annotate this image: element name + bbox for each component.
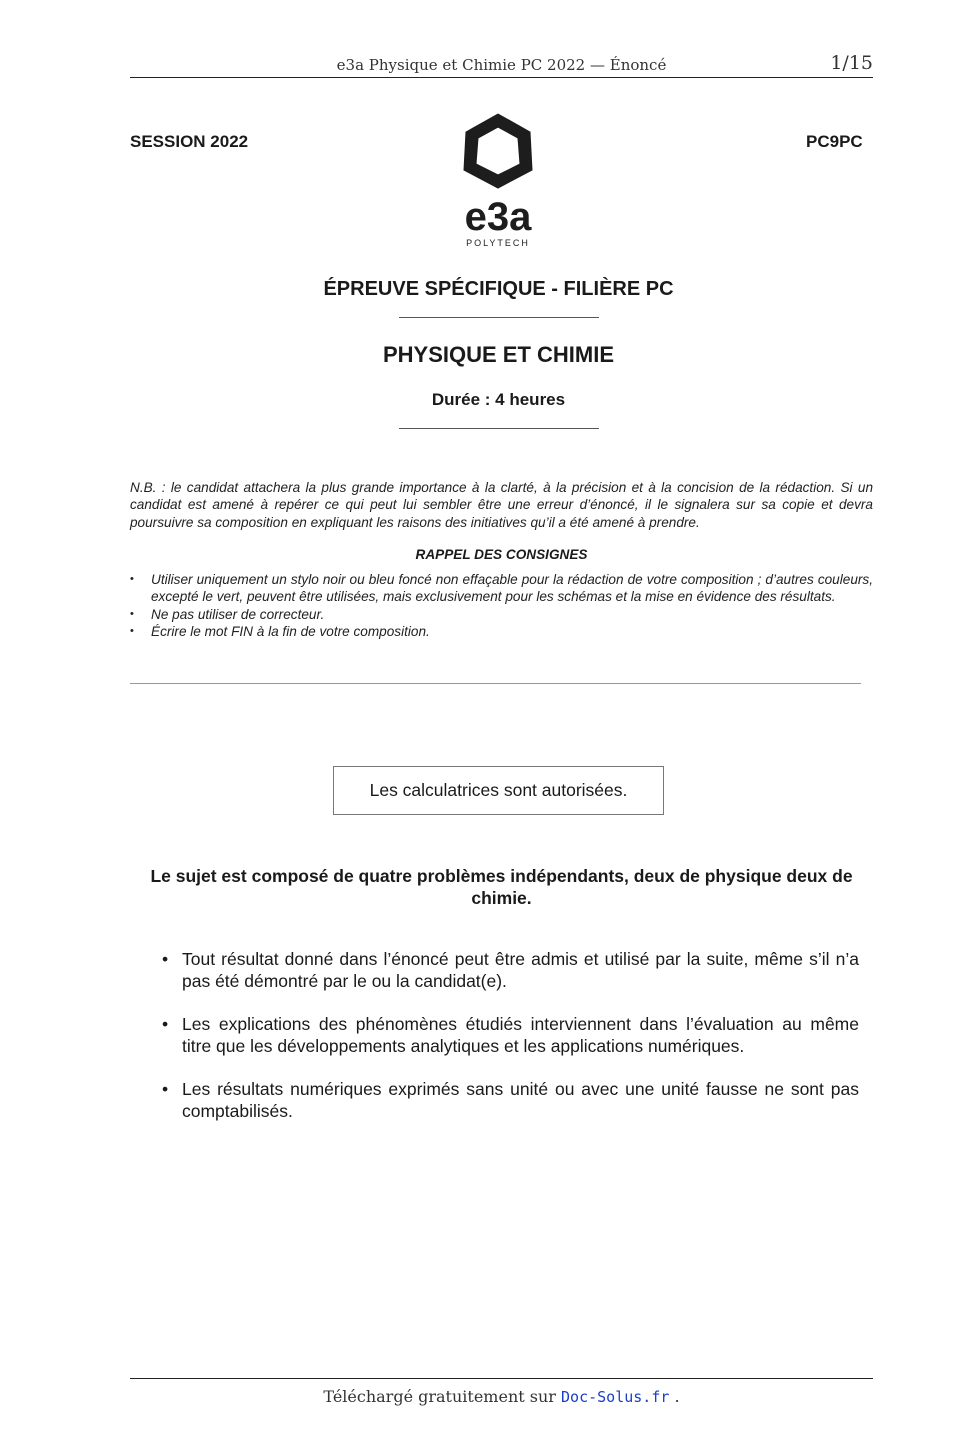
epreuve-title: ÉPREUVE SPÉCIFIQUE - FILIÈRE PC: [323, 278, 674, 300]
session-label: SESSION 2022: [130, 132, 249, 151]
exam-code: PC9PC: [806, 132, 863, 151]
bullet: •: [162, 1014, 169, 1034]
running-title: e3a Physique et Chimie PC 2022 — Énoncé: [336, 56, 667, 74]
list-item: [130, 571, 873, 606]
footer-link[interactable]: Doc-Solus.fr: [561, 1388, 670, 1406]
bullet: •: [130, 624, 134, 637]
rule-text: Les explications des phénomènes étudiés interviennent dans l’évaluation au même titre que les développements analytiques et les applications numériques.: [182, 1014, 859, 1056]
footer: [130, 1387, 873, 1406]
rule-text: Les résultats numériques exprimés sans unité ou avec une unité fausse ne sont pas comptabilisés.: [182, 1079, 859, 1121]
bullet: •: [162, 949, 169, 969]
list-item: [162, 948, 859, 992]
logo-sub: POLYTECH: [466, 238, 530, 248]
bullet: •: [130, 607, 134, 620]
footer-suffix: .: [674, 1387, 680, 1406]
footer-rule: [130, 1378, 873, 1379]
bullet: •: [130, 573, 134, 585]
consigne-text: Utiliser uniquement un stylo noir ou bleu foncé non effaçable pour la rédaction de votre composition ; d’autres couleurs, excepté le vert, peuvent être utilisées, mais exclusivement pour les schémas et la mise en évidence des résultats.: [151, 572, 873, 605]
bullet: •: [162, 1079, 169, 1099]
rule-text: Tout résultat donné dans l’énoncé peut être admis et utilisé par la suite, même s’il n’a pas été démontré par le ou la candidat(e).: [182, 949, 859, 991]
list-item: [162, 1013, 859, 1057]
nb-paragraph: N.B. : le candidat attachera la plus grande importance à la clarté, à la précision et à la concision de la rédaction. Si un candidat est amené à repérer ce qui peut lui sembler être une erreur d’énoncé, il le signalera sur sa copie et devra poursuivre sa composition en expliquant les raisons des initiatives qu’il a été amené à prendre.: [130, 480, 873, 530]
page-number: 1/15: [830, 52, 873, 74]
consigne-text: Écrire le mot FIN à la fin de votre composition.: [151, 623, 430, 639]
footer-text: Téléchargé gratuitement sur: [323, 1387, 556, 1406]
running-header: [130, 52, 873, 78]
list-item: [130, 606, 873, 623]
consigne-text: Ne pas utiliser de correcteur.: [151, 606, 325, 622]
calculators-text: Les calculatrices sont autorisées.: [369, 780, 628, 800]
consignes-rule: [130, 683, 861, 684]
logo-brand: e3a: [464, 195, 532, 239]
e3a-polytech-logo: [448, 108, 548, 253]
rappel-title: RAPPEL DES CONSIGNES: [415, 547, 588, 562]
consignes-list: [130, 571, 873, 640]
header-rule: [130, 77, 873, 78]
duration: Durée : 4 heures: [431, 390, 566, 409]
subject-title: PHYSIQUE ET CHIMIE: [382, 342, 615, 367]
title-rule-bottom: [399, 428, 599, 429]
rules-list: [162, 948, 859, 1143]
list-item: [162, 1078, 859, 1122]
composition-statement: Le sujet est composé de quatre problèmes indépendants, deux de physique deux de chimie.: [150, 866, 853, 908]
calculators-box: [333, 766, 664, 815]
title-rule-top: [399, 317, 599, 318]
list-item: [130, 623, 873, 640]
